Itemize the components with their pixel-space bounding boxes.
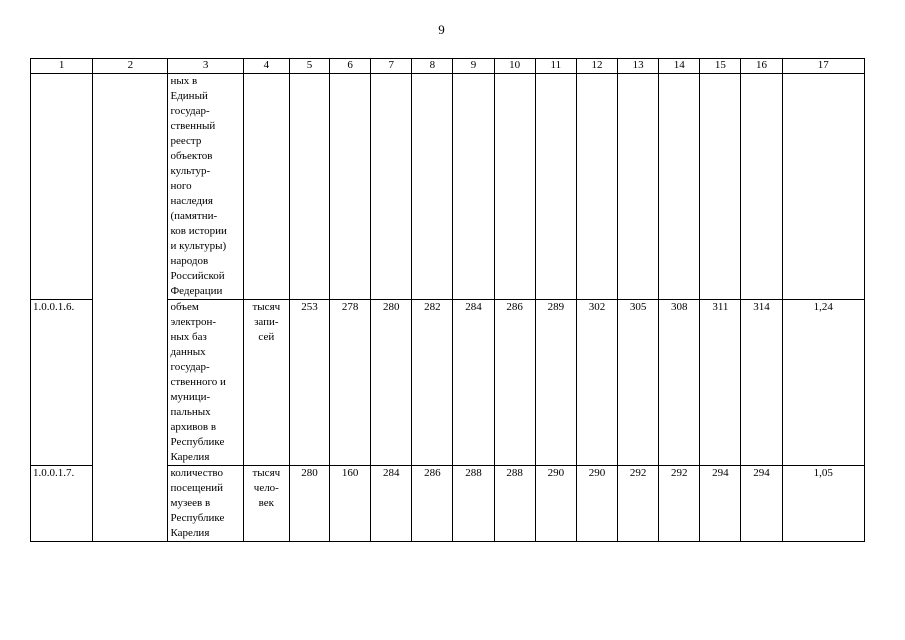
value-cell: 288 (453, 466, 494, 542)
table-row (31, 74, 865, 300)
value-cell: 305 (618, 300, 659, 466)
value-cell: 280 (289, 466, 329, 542)
unit-cell: тысяч запи- сей (243, 300, 289, 466)
column-header: 15 (700, 59, 741, 74)
value-cell: 314 (741, 300, 782, 466)
column-header: 12 (576, 59, 617, 74)
column-header: 9 (453, 59, 494, 74)
value-cell: 253 (289, 300, 329, 466)
value-cell: 286 (494, 300, 535, 466)
value-cell (659, 74, 700, 300)
value-cell: 278 (330, 300, 371, 466)
value-cell: 302 (576, 300, 617, 466)
ratio-cell (782, 74, 864, 300)
value-cell: 311 (700, 300, 741, 466)
column-header: 3 (168, 59, 243, 74)
value-cell (289, 74, 329, 300)
column-header: 4 (243, 59, 289, 74)
value-cell (453, 74, 494, 300)
column-header: 13 (618, 59, 659, 74)
column-header: 17 (782, 59, 864, 74)
value-cell: 286 (412, 466, 453, 542)
value-cell (494, 74, 535, 300)
value-cell (330, 74, 371, 300)
indicator-name: ных в Единый государ- ственный реестр объектов культур- ного наследия (памятни- ков истории и культуры) народов Российской Федерации (168, 74, 243, 300)
value-cell: 290 (576, 466, 617, 542)
column-header: 5 (289, 59, 329, 74)
column-number-row (31, 59, 865, 74)
row-code: 1.0.0.1.7. (31, 466, 93, 542)
column-header: 8 (412, 59, 453, 74)
column-2-cell (93, 74, 168, 542)
column-header: 16 (741, 59, 782, 74)
indicator-table (30, 58, 865, 542)
value-cell: 288 (494, 466, 535, 542)
value-cell: 292 (618, 466, 659, 542)
value-cell (576, 74, 617, 300)
value-cell (618, 74, 659, 300)
column-header: 10 (494, 59, 535, 74)
column-header: 11 (535, 59, 576, 74)
value-cell: 284 (453, 300, 494, 466)
value-cell: 280 (371, 300, 412, 466)
indicator-name: количество посещений музеев в Республике Карелия (168, 466, 243, 542)
value-cell: 282 (412, 300, 453, 466)
value-cell: 308 (659, 300, 700, 466)
column-header: 1 (31, 59, 93, 74)
value-cell: 290 (535, 466, 576, 542)
value-cell: 289 (535, 300, 576, 466)
value-cell: 294 (741, 466, 782, 542)
row-code (31, 74, 93, 300)
value-cell: 284 (371, 466, 412, 542)
ratio-cell: 1,05 (782, 466, 864, 542)
column-header: 6 (330, 59, 371, 74)
column-header: 14 (659, 59, 700, 74)
value-cell: 292 (659, 466, 700, 542)
unit-cell (243, 74, 289, 300)
value-cell (535, 74, 576, 300)
column-header: 2 (93, 59, 168, 74)
page-number: 9 (438, 22, 445, 37)
row-code: 1.0.0.1.6. (31, 300, 93, 466)
value-cell (741, 74, 782, 300)
indicator-name: объем электрон- ных баз данных государ- ственного и муници- пальных архивов в Республике Карелия (168, 300, 243, 466)
value-cell (700, 74, 741, 300)
value-cell: 160 (330, 466, 371, 542)
value-cell (371, 74, 412, 300)
value-cell: 294 (700, 466, 741, 542)
value-cell (412, 74, 453, 300)
unit-cell: тысяч чело- век (243, 466, 289, 542)
column-header: 7 (371, 59, 412, 74)
ratio-cell: 1,24 (782, 300, 864, 466)
